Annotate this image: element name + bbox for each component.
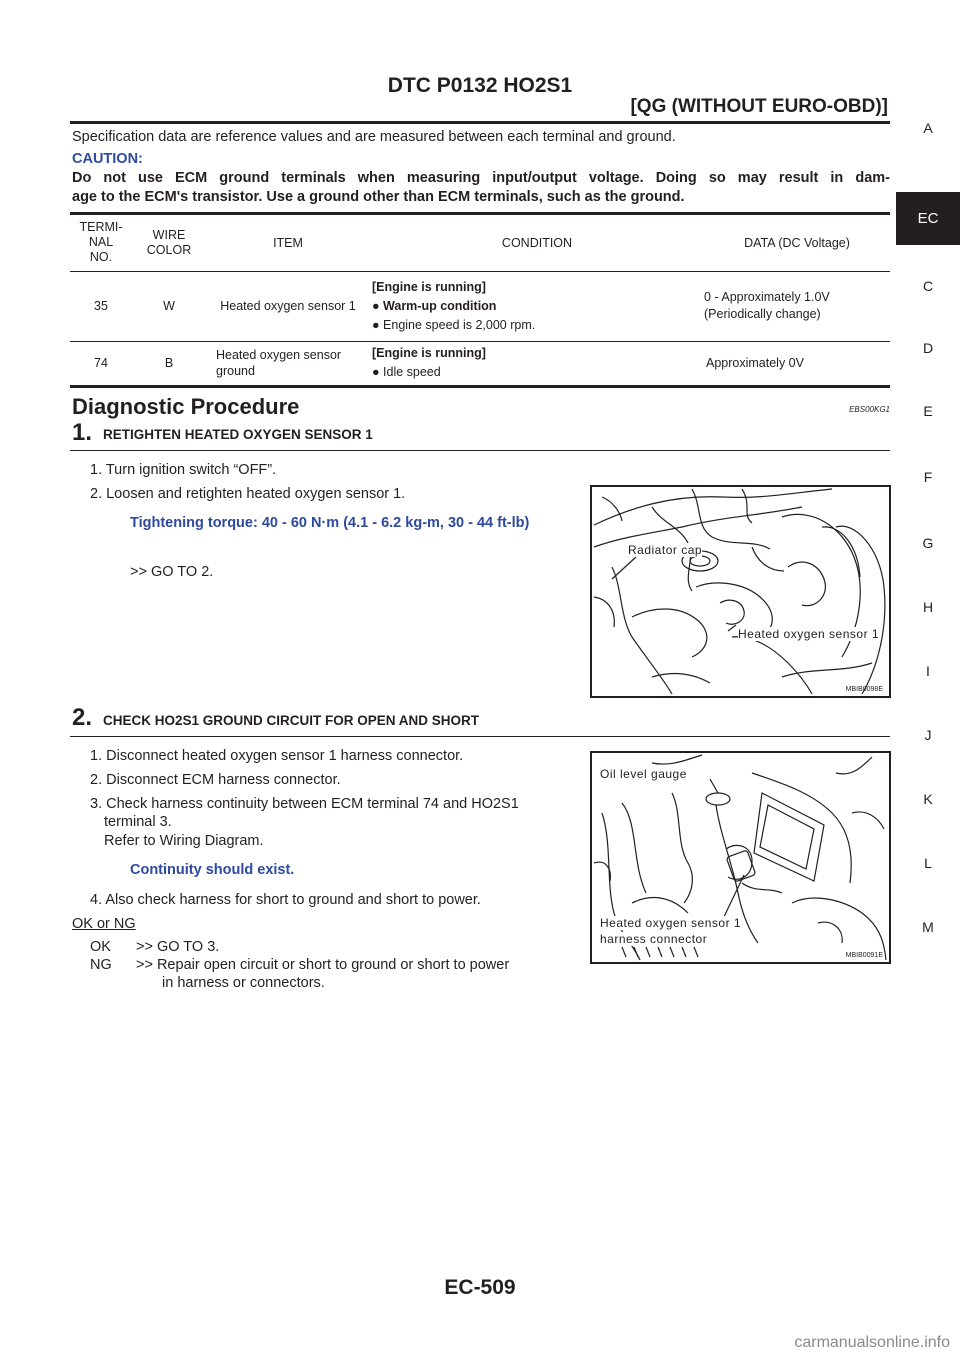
step-1-torque: Tightening torque: 40 - 60 N·m (4.1 - 6.2 kg-m, 30 - 44 ft-lb) <box>130 515 530 531</box>
item-line: ground <box>216 364 255 379</box>
step-2-item: 3. Check harness continuity between ECM terminal 74 and HO2S1 <box>90 796 519 812</box>
col-condition: CONDITION <box>501 235 573 250</box>
col-item: ITEM <box>273 235 303 250</box>
item-line: Heated oxygen sensor <box>216 348 342 363</box>
index-tab-k[interactable]: K <box>923 791 933 807</box>
index-tab-l[interactable]: L <box>924 855 932 871</box>
condition-head: [Engine is running] <box>372 346 486 361</box>
condition-bullet-text: Idle speed <box>383 365 441 380</box>
table-row <box>70 271 890 341</box>
figure-id: MBIB0091E <box>845 952 883 959</box>
col-data: DATA (DC Voltage) <box>744 235 850 250</box>
page-title: DTC P0132 HO2S1 <box>387 74 573 97</box>
caution-line-2: age to the ECM's transistor. Use a ground other than ECM terminals, such as the ground. <box>72 189 685 205</box>
data-line: (Periodically change) <box>704 307 821 321</box>
cell-condition <box>370 341 704 385</box>
ng-text-cont: in harness or connectors. <box>162 975 325 991</box>
label-heated-oxygen-sensor: Heated oxygen sensor 1 <box>600 916 742 930</box>
step-2-item: 4. Also check harness for short to ground and short to power. <box>90 892 481 908</box>
bullet-icon: ● <box>372 365 384 380</box>
step-2-item: 1. Disconnect heated oxygen sensor 1 harness connector. <box>90 748 464 764</box>
index-tab-a[interactable]: A <box>923 120 933 136</box>
ok-text: >> GO TO 3. <box>136 939 220 955</box>
cell-terminal: 74 <box>94 356 108 371</box>
section-code: EBS00KG1 <box>849 405 890 414</box>
label-oil-level-gauge: Oil level gauge <box>600 767 687 781</box>
index-tab-ec[interactable]: EC <box>896 192 960 245</box>
ok-label: OK <box>90 939 111 955</box>
figure-harness-connector <box>590 751 891 964</box>
step-2-title: CHECK HO2S1 GROUND CIRCUIT FOR OPEN AND SHORT <box>103 713 480 728</box>
step-1-number: 1. <box>72 419 93 446</box>
col-terminal-1: TERMI- <box>79 220 123 235</box>
step-1-title: RETIGHTEN HEATED OXYGEN SENSOR 1 <box>103 427 373 442</box>
index-tab-h[interactable]: H <box>922 599 934 615</box>
caution-line-1: Do not use ECM ground terminals when measuring input/output voltage. Doing so may result in dam- <box>72 170 890 186</box>
cell-wire: W <box>163 299 175 313</box>
step-2-item: 2. Disconnect ECM harness connector. <box>90 772 341 788</box>
spec-table <box>70 215 890 385</box>
condition-bullet-text: Warm-up condition <box>383 298 497 313</box>
step-2-item-cont: terminal 3. <box>104 814 172 830</box>
step-1-item: 1. Turn ignition switch “OFF”. <box>90 462 277 478</box>
index-tab-m[interactable]: M <box>922 919 934 935</box>
col-wire-1: WIRE <box>152 227 186 242</box>
cell-data <box>704 271 890 341</box>
engine-illustration-1 <box>592 487 889 696</box>
col-wire-2: COLOR <box>146 242 192 257</box>
col-wire <box>132 215 206 271</box>
spec-table-grid <box>70 215 890 385</box>
figure-radiator-area <box>590 485 891 698</box>
col-terminal-2: NAL <box>88 235 114 250</box>
step-2-item-cont: Refer to Wiring Diagram. <box>104 833 264 849</box>
label-harness-connector: harness connector <box>600 932 708 946</box>
condition-head: [Engine is running] <box>372 279 486 294</box>
step-1-item: 2. Loosen and retighten heated oxygen sensor 1. <box>90 486 406 502</box>
col-terminal <box>70 215 132 271</box>
cell-condition <box>370 271 704 341</box>
step-1-goto: >> GO TO 2. <box>130 564 214 580</box>
index-tab-c[interactable]: C <box>922 278 934 294</box>
caution-heading: CAUTION: <box>72 151 143 167</box>
page-number: EC-509 <box>444 1276 516 1299</box>
cell-item: Heated oxygen sensor 1 <box>220 299 356 313</box>
table-bottom-rule <box>70 385 890 388</box>
ok-or-ng-heading: OK or NG <box>72 916 136 932</box>
figure-id: MBIB0098E <box>845 686 883 693</box>
cell-data: Approximately 0V <box>706 356 804 371</box>
index-tab-d[interactable]: D <box>922 340 934 356</box>
data-line: 0 - Approximately 1.0V <box>704 290 830 304</box>
intro-text: Specification data are reference values and are measured between each terminal and ground. <box>72 129 676 145</box>
step-2-spec: Continuity should exist. <box>130 862 295 878</box>
section-title: Diagnostic Procedure <box>72 394 300 419</box>
cell-wire: B <box>164 356 174 371</box>
ng-label: NG <box>90 957 112 973</box>
index-tab-f[interactable]: F <box>923 469 933 485</box>
label-heated-oxygen-sensor: Heated oxygen sensor 1 <box>738 627 880 641</box>
step-1-rule <box>70 450 890 451</box>
page-subtitle: [QG (WITHOUT EURO-OBD)] <box>630 96 888 117</box>
watermark: carmanualsonline.info <box>794 1334 950 1351</box>
ng-text: >> Repair open circuit or short to ground or short to power <box>136 957 510 973</box>
index-tab-i[interactable]: I <box>926 663 930 679</box>
index-tab-e[interactable]: E <box>923 403 933 419</box>
index-tab-j[interactable]: J <box>924 727 932 743</box>
condition-bullet-text: Engine speed is 2,000 rpm. <box>383 317 536 332</box>
bullet-icon: ● <box>372 298 384 313</box>
table-header-row <box>70 215 890 271</box>
cell-item <box>206 341 370 385</box>
index-tab-g[interactable]: G <box>922 535 934 551</box>
step-2-number: 2. <box>72 704 93 731</box>
bullet-icon: ● <box>372 317 384 332</box>
condition-bullet <box>372 297 702 316</box>
cell-terminal: 35 <box>94 299 108 313</box>
col-terminal-3: NO. <box>89 250 113 265</box>
engine-illustration-2 <box>592 753 889 962</box>
condition-bullet <box>372 316 702 335</box>
header-rule <box>70 121 890 124</box>
section-index-sidebar <box>896 0 960 1358</box>
label-radiator-cap: Radiator cap <box>628 543 703 557</box>
table-row <box>70 341 890 385</box>
condition-bullet <box>372 363 702 382</box>
step-2-rule <box>70 736 890 737</box>
